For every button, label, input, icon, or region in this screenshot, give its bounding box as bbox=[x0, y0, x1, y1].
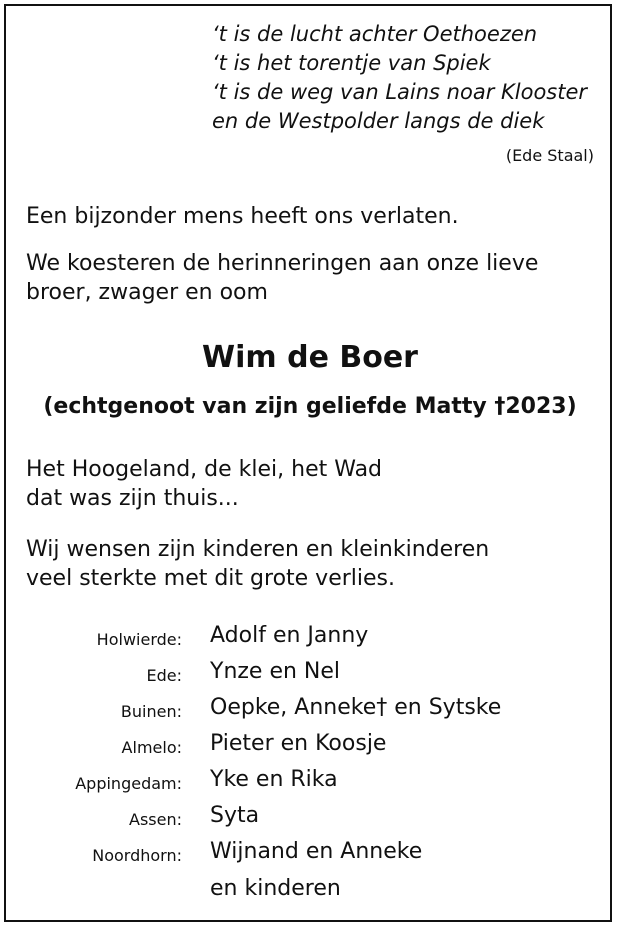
wishes-line: Wij wensen zijn kinderen en kleinkinderen bbox=[26, 537, 490, 562]
intro-message: We koesteren de herinneringen aan onze lieve broer, zwager en oom bbox=[26, 251, 539, 305]
home-line: Het Hoogeland, de klei, het Wad bbox=[26, 457, 383, 482]
family-names: Wijnand en Anneke bbox=[210, 839, 423, 864]
family-row bbox=[0, 767, 620, 803]
intro-line: Een bijzonder mens heeft ons verlaten. bbox=[26, 204, 459, 229]
family-place: Appingedam: bbox=[75, 774, 182, 793]
family-place: Almelo: bbox=[121, 738, 182, 757]
poem-line: ‘t is de lucht achter Oethoezen bbox=[212, 22, 538, 46]
family-row bbox=[0, 695, 620, 731]
family-row bbox=[0, 731, 620, 767]
closing-line: en kinderen bbox=[210, 876, 341, 901]
poem-line: ‘t is de weg van Lains noar Klooster bbox=[212, 80, 588, 104]
family-place: Noordhorn: bbox=[92, 846, 182, 865]
poem bbox=[212, 20, 587, 136]
family-place: Assen: bbox=[129, 810, 182, 829]
wishes-line: veel sterkte met dit grote verlies. bbox=[26, 566, 395, 591]
family-names: Syta bbox=[210, 803, 260, 828]
family-place: Buinen: bbox=[120, 702, 182, 721]
family-row bbox=[0, 803, 620, 839]
family-row bbox=[0, 659, 620, 695]
family-names: Adolf en Janny bbox=[210, 623, 369, 648]
family-names: Ynze en Nel bbox=[210, 659, 341, 684]
family-row bbox=[0, 839, 620, 875]
spouse-note: (echtgenoot van zijn geliefde Matty †2023) bbox=[43, 394, 577, 419]
poem-line: en de Westpolder langs de diek bbox=[212, 109, 545, 133]
family-names: Yke en Rika bbox=[210, 767, 338, 792]
family-names: Pieter en Koosje bbox=[210, 731, 387, 756]
deceased-name: Wim de Boer bbox=[202, 340, 418, 375]
home-line: dat was zijn thuis... bbox=[26, 486, 239, 511]
family-place: Ede: bbox=[146, 666, 182, 685]
family-place: Holwierde: bbox=[96, 630, 182, 649]
family-row bbox=[0, 623, 620, 659]
poem-line: ‘t is het torentje van Spiek bbox=[212, 51, 491, 75]
poem-attribution: (Ede Staal) bbox=[505, 146, 594, 165]
family-names: Oepke, Anneke† en Sytske bbox=[210, 695, 502, 720]
